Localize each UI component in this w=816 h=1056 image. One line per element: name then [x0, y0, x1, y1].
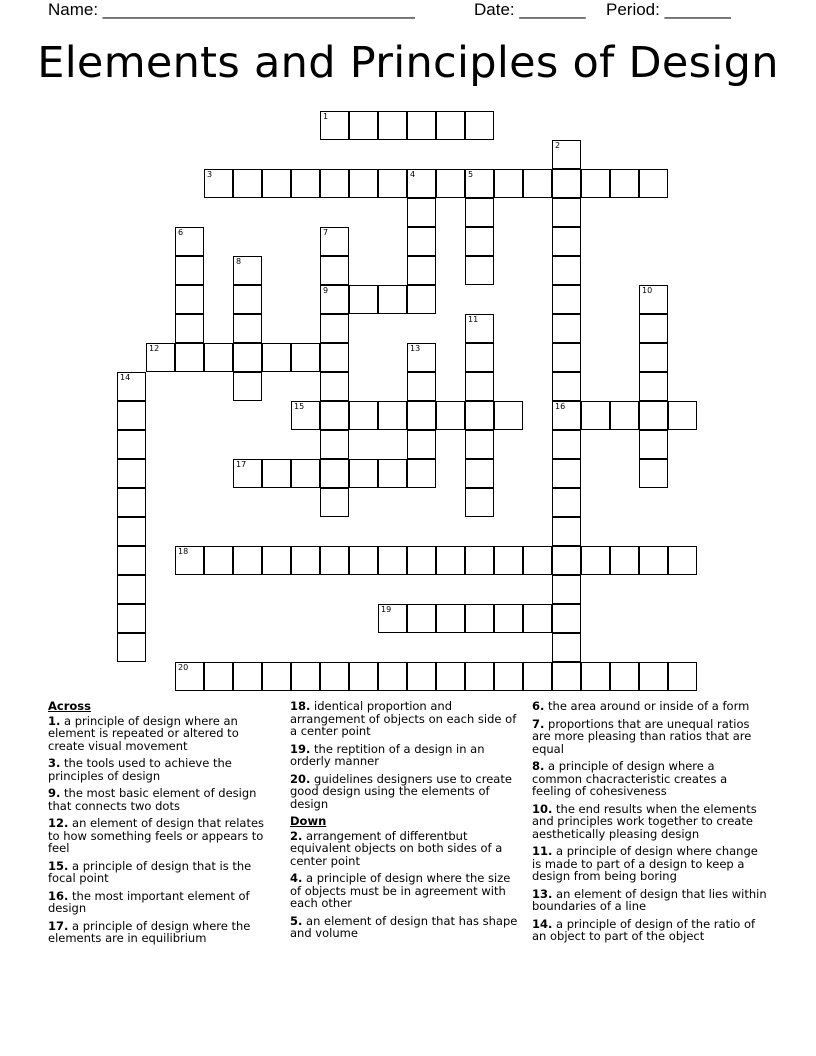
- grid-cell[interactable]: [349, 459, 378, 488]
- grid-cell[interactable]: [465, 314, 494, 343]
- grid-cell[interactable]: [668, 662, 697, 691]
- grid-cell[interactable]: [117, 546, 146, 575]
- grid-cell[interactable]: [320, 227, 349, 256]
- cell-number: 9: [323, 286, 329, 295]
- grid-cell[interactable]: [291, 343, 320, 372]
- grid-cell[interactable]: [523, 662, 552, 691]
- grid-cell[interactable]: [552, 401, 581, 430]
- grid-cell[interactable]: [523, 546, 552, 575]
- grid-cell[interactable]: [552, 227, 581, 256]
- cell-number: 15: [294, 402, 305, 411]
- grid-cell[interactable]: [233, 546, 262, 575]
- clue-down-10: 10. the end results when the elements and principles work together to create aesthetically pleasing design: [532, 801, 757, 841]
- grid-cell[interactable]: [320, 343, 349, 372]
- grid-cell[interactable]: [320, 401, 349, 430]
- grid-cell[interactable]: [552, 604, 581, 633]
- clue-column-3: [532, 700, 768, 948]
- grid-cell[interactable]: [175, 285, 204, 314]
- grid-cell[interactable]: [639, 314, 668, 343]
- clue-across-9: 9. the most basic element of design that connects two dots: [48, 786, 257, 813]
- grid-cell[interactable]: [436, 401, 465, 430]
- grid-cell[interactable]: [407, 604, 436, 633]
- grid-cell[interactable]: [320, 488, 349, 517]
- grid-cell[interactable]: [436, 169, 465, 198]
- grid-cell[interactable]: [233, 459, 262, 488]
- cell-number: 3: [207, 170, 213, 179]
- clue-across-1: 1. a principle of design where an element is repeated or altered to create visual movement: [48, 713, 239, 753]
- grid-cell[interactable]: [320, 459, 349, 488]
- date-field[interactable]: Date: _______: [474, 0, 586, 19]
- grid-cell[interactable]: [494, 662, 523, 691]
- cell-number: 7: [323, 228, 329, 237]
- clue-down-14: 14. a principle of design of the ratio of an object to part of the object: [532, 916, 756, 943]
- down-heading: Down: [290, 814, 327, 828]
- grid-cell[interactable]: [349, 285, 378, 314]
- grid-cell[interactable]: [552, 488, 581, 517]
- clue-down-4: 4. a principle of design where the size of objects must be in agreement with each other: [290, 871, 511, 910]
- grid-cell[interactable]: [465, 488, 494, 517]
- grid-cell[interactable]: [407, 285, 436, 314]
- grid-cell[interactable]: [349, 546, 378, 575]
- clue-down-6: 6. the area around or inside of a form: [532, 699, 750, 713]
- cell-number: 6: [178, 228, 184, 237]
- grid-cell[interactable]: [552, 517, 581, 546]
- grid-cell[interactable]: [262, 662, 291, 691]
- grid-cell[interactable]: [175, 256, 204, 285]
- clue-across-18: 18. identical proportion and arrangement of objects on each side of a center point: [290, 699, 517, 738]
- grid-cell[interactable]: [552, 169, 581, 198]
- grid-cell[interactable]: [204, 546, 233, 575]
- cell-number: 20: [178, 663, 189, 672]
- grid-cell[interactable]: [233, 662, 262, 691]
- grid-cell[interactable]: [291, 546, 320, 575]
- grid-cell[interactable]: [610, 662, 639, 691]
- grid-cell[interactable]: [233, 372, 262, 401]
- grid-cell[interactable]: [581, 662, 610, 691]
- grid-cell[interactable]: [639, 430, 668, 459]
- grid-cell[interactable]: [552, 314, 581, 343]
- grid-cell[interactable]: [117, 633, 146, 662]
- cell-number: 16: [555, 402, 566, 411]
- grid-cell[interactable]: [204, 169, 233, 198]
- grid-cell[interactable]: [175, 227, 204, 256]
- grid-cell[interactable]: [320, 285, 349, 314]
- clue-down-13: 13. an element of design that lies within boundaries of a line: [532, 886, 767, 913]
- clue-down-11: 11. a principle of design where change is made to part of a design to keep a design from being boring: [532, 844, 758, 883]
- grid-cell[interactable]: [436, 111, 465, 140]
- grid-cell[interactable]: [407, 227, 436, 256]
- grid-cell[interactable]: [639, 459, 668, 488]
- grid-cell[interactable]: [552, 285, 581, 314]
- cell-number: 10: [642, 286, 653, 295]
- cell-number: 17: [236, 460, 247, 469]
- cell-number: 19: [381, 605, 392, 614]
- clue-column-2: [290, 700, 522, 945]
- grid-cell[interactable]: [378, 401, 407, 430]
- grid-cell[interactable]: [639, 662, 668, 691]
- grid-cell[interactable]: [407, 256, 436, 285]
- grid-cell[interactable]: [639, 169, 668, 198]
- name-field[interactable]: Name: _________________________________: [48, 0, 415, 19]
- clue-across-17: 17. a principle of design where the elements are in equilibrium: [48, 918, 251, 945]
- grid-cell[interactable]: [494, 546, 523, 575]
- clue-across-16: 16. the most important element of design: [48, 888, 250, 915]
- grid-cell[interactable]: [494, 169, 523, 198]
- across-heading: Across: [48, 699, 91, 713]
- clue-down-2: 2. arrangement of differentbut equivalent objects on both sides of a center point: [290, 828, 503, 868]
- grid-cell[interactable]: [552, 575, 581, 604]
- grid-cell[interactable]: [291, 459, 320, 488]
- grid-cell[interactable]: [291, 401, 320, 430]
- grid-cell[interactable]: [552, 140, 581, 169]
- grid-cell[interactable]: [175, 662, 204, 691]
- grid-cell[interactable]: [639, 546, 668, 575]
- grid-cell[interactable]: [117, 430, 146, 459]
- grid-cell[interactable]: [465, 546, 494, 575]
- grid-cell[interactable]: [320, 546, 349, 575]
- cell-number: 1: [323, 112, 329, 121]
- grid-cell[interactable]: [378, 662, 407, 691]
- grid-cell[interactable]: [668, 546, 697, 575]
- clue-across-12: 12. an element of design that relates to how something feels or appears to feel: [48, 816, 265, 855]
- grid-cell[interactable]: [320, 314, 349, 343]
- grid-cell[interactable]: [465, 459, 494, 488]
- grid-cell[interactable]: [436, 662, 465, 691]
- grid-cell[interactable]: [378, 111, 407, 140]
- clue-down-8: 8. a principle of design where a common chacracteristic creates a feeling of cohesiveness: [532, 759, 728, 798]
- grid-cell[interactable]: [552, 343, 581, 372]
- cell-number: 11: [468, 315, 479, 324]
- grid-cell[interactable]: [407, 198, 436, 227]
- grid-cell[interactable]: [639, 285, 668, 314]
- grid-cell[interactable]: [668, 401, 697, 430]
- grid-cell[interactable]: [610, 546, 639, 575]
- grid-cell[interactable]: [581, 169, 610, 198]
- grid-cell[interactable]: [320, 256, 349, 285]
- grid-cell[interactable]: [465, 169, 494, 198]
- grid-cell[interactable]: [262, 459, 291, 488]
- clue-across-19: 19. the reptition of a design in an orderly manner: [290, 741, 485, 768]
- grid-cell[interactable]: [175, 546, 204, 575]
- grid-cell[interactable]: [349, 662, 378, 691]
- grid-cell[interactable]: [320, 430, 349, 459]
- grid-cell[interactable]: [320, 372, 349, 401]
- grid-cell[interactable]: [407, 372, 436, 401]
- grid-cell[interactable]: [407, 459, 436, 488]
- grid-cell[interactable]: [378, 546, 407, 575]
- grid-cell[interactable]: [465, 401, 494, 430]
- clue-down-5: 5. an element of design that has shape and volume: [290, 913, 518, 940]
- grid-cell[interactable]: [117, 401, 146, 430]
- grid-cell[interactable]: [378, 459, 407, 488]
- grid-cell[interactable]: [233, 314, 262, 343]
- grid-cell[interactable]: [436, 604, 465, 633]
- grid-cell[interactable]: [465, 111, 494, 140]
- grid-cell[interactable]: [233, 343, 262, 372]
- grid-cell[interactable]: [175, 343, 204, 372]
- grid-cell[interactable]: [349, 169, 378, 198]
- grid-cell[interactable]: [146, 343, 175, 372]
- grid-cell[interactable]: [523, 604, 552, 633]
- cell-number: 5: [468, 170, 474, 179]
- grid-cell[interactable]: [117, 575, 146, 604]
- grid-cell[interactable]: [407, 401, 436, 430]
- cell-number: 12: [149, 344, 160, 353]
- grid-cell[interactable]: [204, 662, 233, 691]
- grid-cell[interactable]: [552, 546, 581, 575]
- grid-cell[interactable]: [407, 169, 436, 198]
- grid-cell[interactable]: [117, 459, 146, 488]
- grid-cell[interactable]: [262, 546, 291, 575]
- grid-cell[interactable]: [175, 314, 204, 343]
- cell-number: 4: [410, 170, 416, 179]
- grid-cell[interactable]: [233, 285, 262, 314]
- grid-cell[interactable]: [117, 372, 146, 401]
- grid-cell[interactable]: [291, 662, 320, 691]
- grid-cell[interactable]: [436, 546, 465, 575]
- grid-cell[interactable]: [465, 227, 494, 256]
- grid-cell[interactable]: [639, 372, 668, 401]
- grid-cell[interactable]: [320, 662, 349, 691]
- grid-cell[interactable]: [610, 401, 639, 430]
- grid-cell[interactable]: [552, 430, 581, 459]
- grid-cell[interactable]: [552, 662, 581, 691]
- grid-cell[interactable]: [349, 111, 378, 140]
- grid-cell[interactable]: [465, 198, 494, 227]
- grid-cell[interactable]: [552, 459, 581, 488]
- grid-cell[interactable]: [291, 169, 320, 198]
- grid-cell[interactable]: [117, 604, 146, 633]
- grid-cell[interactable]: [407, 430, 436, 459]
- grid-cell[interactable]: [407, 546, 436, 575]
- grid-cell[interactable]: [465, 604, 494, 633]
- cell-number: 18: [178, 547, 189, 556]
- grid-cell[interactable]: [378, 285, 407, 314]
- grid-cell[interactable]: [320, 169, 349, 198]
- page-title: Elements and Principles of Design: [37, 38, 779, 88]
- grid-cell[interactable]: [494, 604, 523, 633]
- grid-cell[interactable]: [378, 169, 407, 198]
- grid-cell[interactable]: [204, 343, 233, 372]
- grid-cell[interactable]: [639, 343, 668, 372]
- grid-cell[interactable]: [465, 430, 494, 459]
- grid-cell[interactable]: [262, 169, 291, 198]
- grid-cell[interactable]: [610, 169, 639, 198]
- grid-cell[interactable]: [117, 488, 146, 517]
- grid-cell[interactable]: [407, 662, 436, 691]
- grid-cell[interactable]: [465, 343, 494, 372]
- clue-across-15: 15. a principle of design that is the focal point: [48, 858, 252, 885]
- cell-number: 2: [555, 141, 561, 150]
- grid-cell[interactable]: [465, 256, 494, 285]
- grid-cell[interactable]: [552, 372, 581, 401]
- grid-cell[interactable]: [552, 198, 581, 227]
- cell-number: 13: [410, 344, 421, 353]
- grid-cell[interactable]: [407, 343, 436, 372]
- grid-cell[interactable]: [233, 169, 262, 198]
- grid-cell[interactable]: [262, 343, 291, 372]
- grid-cell[interactable]: [581, 546, 610, 575]
- clue-column-1: [48, 700, 274, 950]
- grid-cell[interactable]: [552, 633, 581, 662]
- grid-cell[interactable]: [639, 401, 668, 430]
- grid-cell[interactable]: [378, 604, 407, 633]
- clue-down-7: 7. proportions that are unequal ratios are more pleasing than ratios that are equal: [532, 716, 752, 756]
- grid-cell[interactable]: [552, 256, 581, 285]
- grid-cell[interactable]: [465, 662, 494, 691]
- grid-cell[interactable]: [407, 111, 436, 140]
- grid-cell[interactable]: [233, 256, 262, 285]
- clue-across-20: 20. guidelines designers use to create good design using the elements of design: [290, 771, 512, 811]
- grid-cell[interactable]: [320, 111, 349, 140]
- period-field[interactable]: Period: _______: [606, 0, 731, 19]
- grid-cell[interactable]: [465, 372, 494, 401]
- clue-across-3: 3. the tools used to achieve the principles of design: [48, 756, 232, 783]
- grid-cell[interactable]: [494, 401, 523, 430]
- cell-number: 8: [236, 257, 242, 266]
- grid-cell[interactable]: [117, 517, 146, 546]
- cell-number: 14: [120, 373, 131, 382]
- grid-cell[interactable]: [523, 169, 552, 198]
- grid-cell[interactable]: [581, 401, 610, 430]
- grid-cell[interactable]: [349, 401, 378, 430]
